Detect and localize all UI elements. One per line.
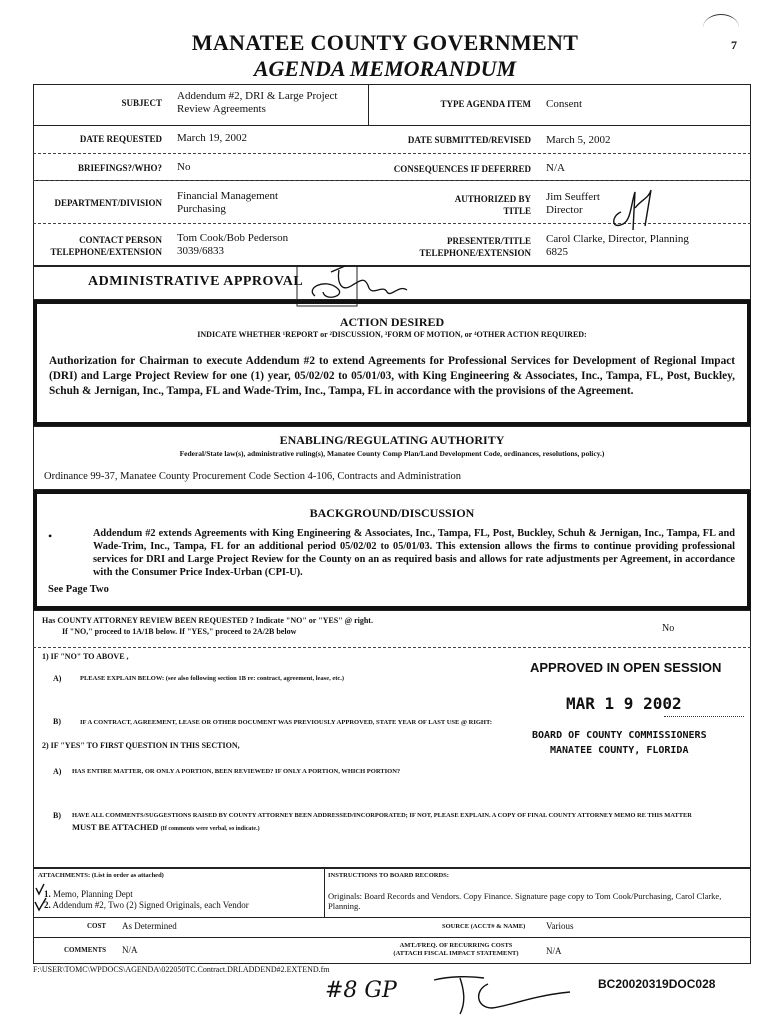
item-2: 2) IF "YES" TO FIRST QUESTION IN THIS SECTION, [42,741,240,750]
enabling-title: ENABLING/REGULATING AUTHORITY [279,433,505,447]
type-value: Consent [546,98,583,110]
briefings-label: BRIEFINGS?/WHO? [77,163,162,173]
department-value [177,190,278,216]
attorney-question: Has COUNTY ATTORNEY REVIEW BEEN REQUESTED ? Indicate "NO" or "YES" @ right. [42,616,373,625]
cost-label: COST [87,922,107,930]
see-page-two: See Page Two [48,584,109,595]
background-title: BACKGROUND/DISCUSSION [309,506,475,520]
authorized-label [380,193,531,217]
item-1a-label: A) [53,674,62,683]
source-value: Various [546,921,574,931]
handwritten-note: #8 GP [325,978,397,1003]
item-2b-must: MUST BE ATTACHED [72,822,159,832]
bottom-signature [430,972,580,1018]
authorized-signature [605,186,655,232]
enabling-body: Ordinance 99-37, Manatee County Procurement Code Section 4-106, Contracts and Administration [44,471,461,482]
stamp-date: MAR 1 9 2002 [566,694,682,713]
approved-stamp: APPROVED IN OPEN SESSION [530,660,722,675]
briefings-value: No [177,161,191,173]
contact-value [177,232,288,258]
comments-label: COMMENTS [64,946,106,954]
attachments-label: ATTACHMENTS: (List in order as attached) [38,872,164,879]
department-line-1: Financial Management [177,190,279,202]
type-label: TYPE AGENDA ITEM [440,99,531,109]
authorized-title: Director [546,204,583,216]
contact-ext-label: TELEPHONE/EXTENSION [50,247,162,257]
amt-value: N/A [546,946,562,956]
page-subtitle: AGENDA MEMORANDUM [253,56,517,81]
file-path: F:\USER\TOMC\WPDOCS\AGENDA\022050TC.Contract.DRI.ADDEND#2.EXTEND.fm [33,965,330,974]
cost-value: As Determined [122,921,177,931]
background-body: Addendum #2 extends Agreements with King Engineering & Associates, Inc., Tampa, FL, Post, Buckley, Schuh & Jernigan, Inc., Tampa, FL and Wade-Trim, Inc., Tampa, FL for an additional period 05/02/02 to 05/01/03. This extension allows the firms to continue providing professional services for DRI and Large Project Review for the County on an as required basis and allows for rate adjustments per Agreement, in accordance with the Consumer Price Index-Urban (CPI-U). [93,528,735,578]
contact-label [40,234,162,258]
item-2b-line-2 [72,822,260,832]
presenter-value [546,233,689,259]
authorized-value [546,191,600,217]
subject-line-2: Review Agreements [177,103,266,115]
authorized-by-label: AUTHORIZED BY [454,194,531,204]
item-2b-line-1: HAVE ALL COMMENTS/SUGGESTIONS RAISED BY COUNTY ATTORNEY BEEN ADDRESSED/INCORPORATED; IF NOT, PLEASE EXPLAIN. A COPY OF FINAL COUNTY ATTORNEY MEMO RE THIS MATTER [72,812,692,819]
date-requested-label: DATE REQUESTED [79,134,162,144]
bullet-icon: • [48,529,53,543]
department-label: DEPARTMENT/DIVISION [54,198,162,208]
authorized-name: Jim Seuffert [546,191,600,203]
consequences-value: N/A [546,162,565,174]
date-requested-value: March 19, 2002 [177,132,247,144]
presenter-name: Carol Clarke, Director, Planning [546,233,689,245]
amt-label-2: (ATTACH FISCAL IMPACT STATEMENT) [393,950,519,957]
stamp-county: MANATEE COUNTY, FLORIDA [550,745,689,756]
item-2b-label: B) [53,811,61,820]
title-label: TITLE [503,206,531,216]
subject-value [177,90,367,116]
amt-label [380,942,532,958]
attorney-answer: No [662,623,675,634]
item-1: 1) IF "NO" TO ABOVE , [42,652,129,661]
contact-ext: 3039/6833 [177,245,225,257]
attorney-sub: If "NO," proceed to 1A/1B below. If "YES," proceed to 2A/2B below [62,627,297,636]
comments-value: N/A [122,945,138,955]
item-1a: PLEASE EXPLAIN BELOW: (see also following section 1B re: contract, agreement, lease, etc.) [80,675,345,682]
instructions-label: INSTRUCTIONS TO BOARD RECORDS: [328,872,449,879]
item-2b-note: (If comments were verbal, so indicate.) [160,826,260,832]
department-line-2: Purchasing [177,203,226,215]
enabling-instruction: Federal/State law(s), administrative ruling(s), Manatee County Comp Plan/Land Development Code, ordinances, resolutions, policy.) [179,449,605,458]
date-submitted-label: DATE SUBMITTED/REVISED [407,135,531,145]
amt-label-1: AMT./FREQ. OF RECURRING COSTS [399,942,513,949]
attachments-list [44,889,249,911]
check-marks [33,882,49,912]
admin-approval-label: ADMINISTRATIVE APPROVAL [88,274,304,289]
item-2a: HAS ENTIRE MATTER, OR ONLY A PORTION, BEEN REVIEWED? IF ONLY A PORTION, WHICH PORTION? [72,768,401,775]
attachment-2-text: Addendum #2, Two (2) Signed Originals, each Vendor [52,900,249,910]
presenter-ext-label: TELEPHONE/EXTENSION [419,248,531,258]
stamp-board: BOARD OF COUNTY COMMISSIONERS [532,730,707,741]
source-label: SOURCE (ACCT# & NAME) [442,923,526,930]
subject-line-1: Addendum #2, DRI & Large Project [177,90,338,102]
stamp-line [664,716,744,717]
attachment-1: 1. Memo, Planning Dept [44,889,133,899]
instructions-text: Originals: Board Records and Vendors. Copy Finance. Signature page copy to Tom Cook/Purchasing, Carol Clarke, Planning. [328,891,722,911]
presenter-ext: 6825 [546,246,568,258]
attachment-1-text: Memo, Planning Dept [53,889,133,899]
presenter-label [380,235,531,259]
item-2a-label: A) [53,767,62,776]
item-1b: IF A CONTRACT, AGREEMENT, LEASE OR OTHER DOCUMENT WAS PREVIOUSLY APPROVED, STATE YEAR OF LAST USE @ RIGHT: [80,719,493,726]
action-body: Authorization for Chairman to execute Addendum #2 to extend Agreements for Professional Services for Development of Regional Impact (DRI) and Large Project Review for one (1) year, 05/02/02 to 05/01/03, with King Engineering & Associates, Inc., Tampa, FL, Post, Buckley, Schuh & Jernigan, Inc., Tampa, FL and Wade-Trim, Inc., Tampa, FL in accordance with the provisions of the Agreement. [49,355,735,397]
date-submitted-value: March 5, 2002 [546,134,611,146]
page-number: 7 [731,38,737,52]
document-id: BC20020319DOC028 [598,977,716,991]
attachment-2: 2. Addendum #2, Two (2) Signed Originals, each Vendor [44,900,249,910]
action-title: ACTION DESIRED [339,315,445,329]
subject-label: SUBJECT [121,98,162,108]
contact-person-label: CONTACT PERSON [79,235,162,245]
page-title: MANATEE COUNTY GOVERNMENT [191,30,579,55]
item-1b-label: B) [53,717,61,726]
presenter-title-label: PRESENTER/TITLE [446,236,531,246]
consequences-label: CONSEQUENCES IF DEFERRED [393,164,531,174]
contact-name: Tom Cook/Bob Pederson [177,232,289,244]
action-instruction: INDICATE WHETHER ¹REPORT or ²DISCUSSION, ³FORM OF MOTION, or ⁴OTHER ACTION REQUIRED: [197,330,587,339]
